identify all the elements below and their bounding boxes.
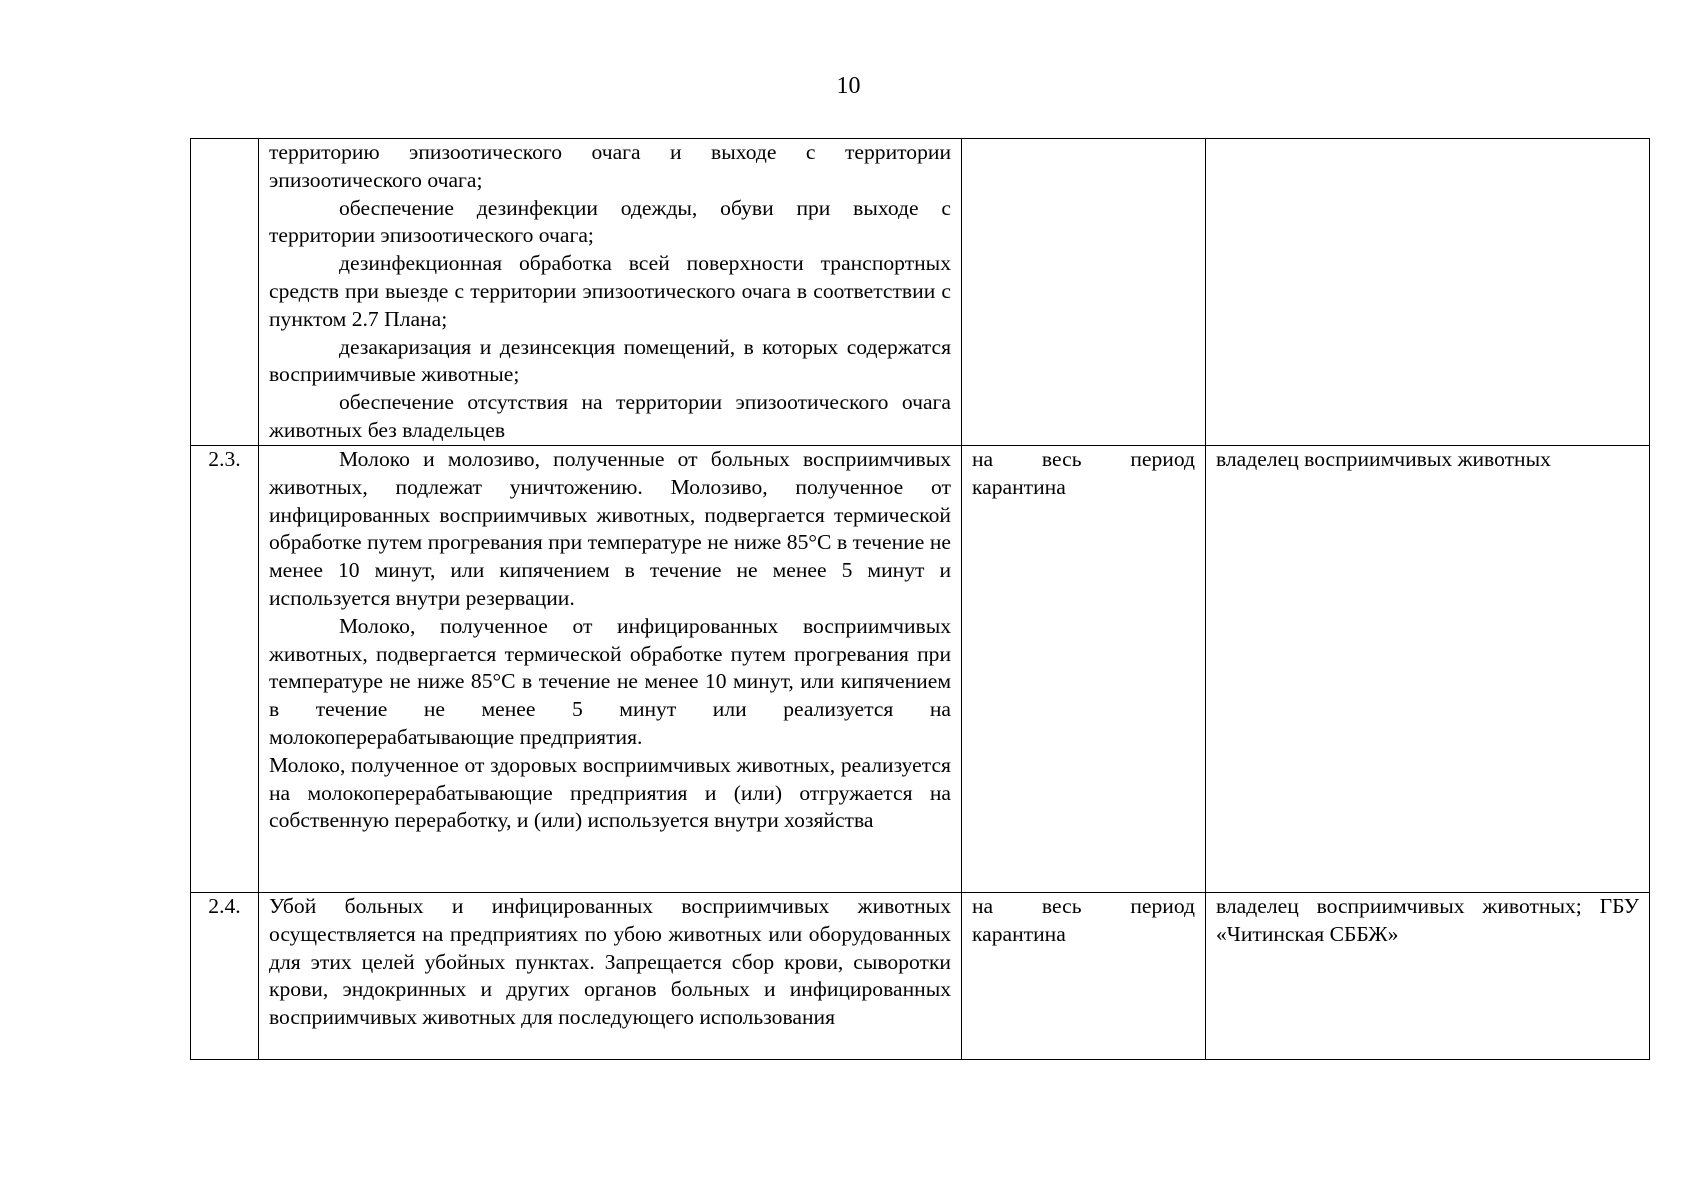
responsible-text: владелец восприимчивых животных: [1216, 447, 1551, 471]
term-cell: [962, 893, 1206, 1060]
table-row: [191, 139, 1650, 446]
measure-paragraph: территорию эпизоотического очага и выходе с территории эпизоотического очага;: [269, 140, 951, 192]
row-number-cell: 2.4.: [191, 893, 259, 1060]
measure-paragraph: Молоко, полученное от инфицированных восприимчивых животных, подвергается термической обработке путем прогревания при температуре не ниже 85°С в течение не менее 10 минут, или кипячением в течение не менее 5 минут или реализуется на молокоперерабатывающие предприятия.: [269, 613, 951, 749]
measure-description-cell: [259, 893, 962, 1060]
measure-description-cell: [259, 139, 962, 446]
measure-paragraph: дезакаризация и дезинсекция помещений, в которых содержатся восприимчивые животные;: [269, 334, 951, 387]
term-text: на весь период карантина: [972, 894, 1195, 946]
measure-paragraph: обеспечение отсутствия на территории эпизоотического очага животных без владельцев: [269, 390, 951, 442]
responsible-cell: [1206, 446, 1650, 893]
table-row: [191, 446, 1650, 893]
measure-paragraph: обеспечение дезинфекции одежды, обуви при выходе с территории эпизоотического очага;: [269, 195, 951, 248]
measure-paragraph: дезинфекционная обработка всей поверхности транспортных средств при выезде с территории эпизоотического очага в соответствии с пунктом 2.7 Плана;: [269, 251, 951, 331]
term-text: на весь период карантина: [972, 447, 1195, 499]
table-row: [191, 893, 1650, 1060]
term-cell: [962, 446, 1206, 893]
page-number: 10: [836, 73, 861, 99]
responsible-cell: [1206, 139, 1650, 446]
measure-paragraph: Убой больных и инфицированных восприимчивых животных осуществляется на предприятиях по убою животных или оборудованных для этих целей убойных пунктах. Запрещается сбор крови, сыворотки крови, эндокринных и других органов больных и инфицированных восприимчивых животных для последующего использования: [269, 894, 951, 1030]
responsible-cell: [1206, 893, 1650, 1060]
term-cell: [962, 139, 1206, 446]
measure-paragraph: Молоко и молозиво, полученные от больных восприимчивых животных, подлежат уничтожению. Молозиво, полученное от инфицированных восприимчивых животных, подвергается термической обработке путем прогревания при температуре не ниже 85°С в течение не менее 10 минут, или кипячением в течение не менее 5 минут и используется внутри резервации.: [269, 447, 951, 610]
responsible-text: владелец восприимчивых животных; ГБУ «Читинская СББЖ»: [1216, 894, 1639, 946]
measures-table: [190, 138, 1650, 1060]
row-number-cell: 2.3.: [191, 446, 259, 893]
row-number-cell: [191, 139, 259, 446]
measure-description-cell: [259, 446, 962, 893]
measure-paragraph: Молоко, полученное от здоровых восприимчивых животных, реализуется на молокоперерабатывающие предприятия и (или) отгружается на собственную переработку, и (или) используется внутри хозяйства: [269, 752, 951, 833]
